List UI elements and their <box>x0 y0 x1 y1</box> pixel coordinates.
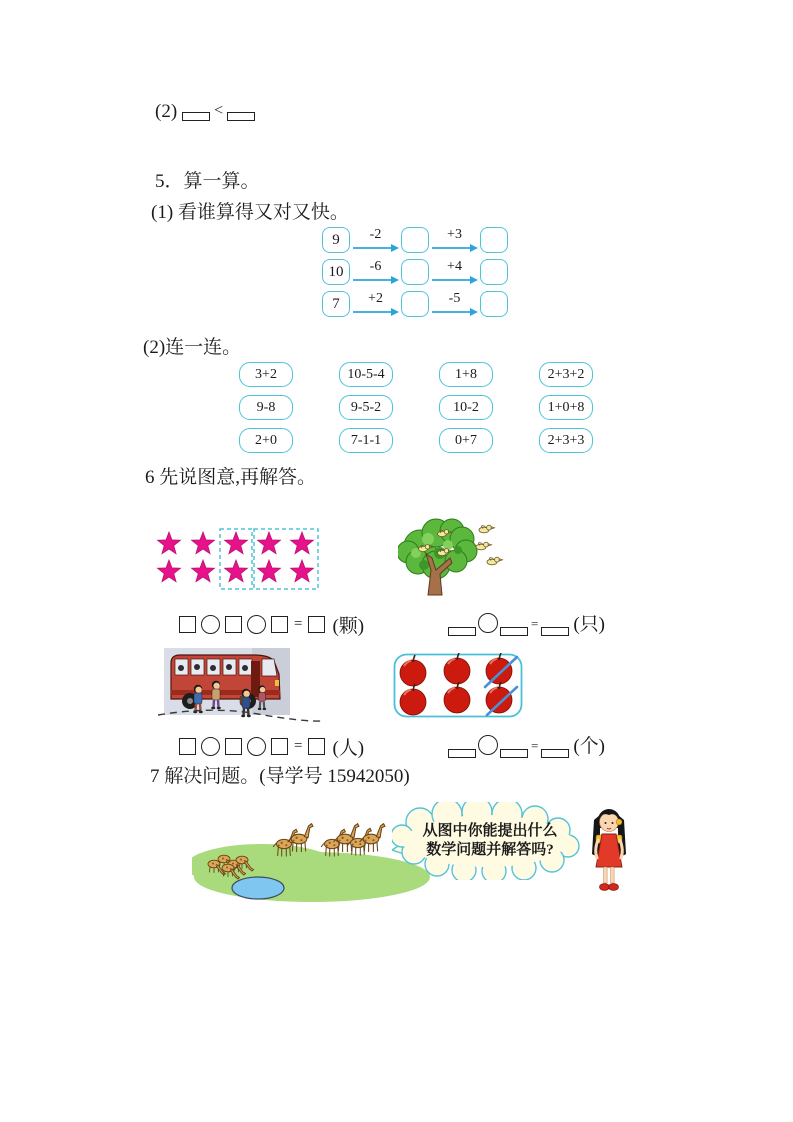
equals-sign: = <box>294 616 303 632</box>
number-box: 7 <box>322 291 350 317</box>
blank-line-slot <box>541 749 569 758</box>
expression-box: 7-1-1 <box>339 428 393 453</box>
star-icons <box>158 532 314 582</box>
less-than-sign: < <box>214 102 224 119</box>
match-grid <box>239 362 593 453</box>
operation-label: +2 <box>368 291 383 307</box>
apples-figure <box>393 653 523 718</box>
blank-line-slot <box>500 749 528 758</box>
equation-row-stars <box>179 611 364 638</box>
result-slot <box>308 738 325 755</box>
circle-slot <box>478 735 498 755</box>
square-slot <box>271 616 288 633</box>
giraffe-group-of-four <box>321 824 385 856</box>
expression-box: 9-8 <box>239 395 293 420</box>
bus-figure <box>158 647 323 731</box>
q5-title: 5．算一算。 <box>155 171 260 192</box>
equals-sign: = <box>531 738 539 753</box>
expression-box: 1+8 <box>439 362 493 387</box>
blank-line-slot <box>448 749 476 758</box>
circle-slot <box>247 615 266 634</box>
arrow-icon <box>431 275 479 285</box>
bubble-line-2: 数学问题并解答吗? <box>426 841 554 858</box>
arrow-icon <box>352 275 400 285</box>
operation-label: -2 <box>369 227 382 243</box>
operation-label: -6 <box>369 259 382 275</box>
unit-label: (只) <box>573 614 605 635</box>
circle-slot <box>201 737 220 756</box>
hair-flower <box>616 819 622 825</box>
blank-line-slot <box>448 627 476 636</box>
expression-box: 0+7 <box>439 428 493 453</box>
q5-part2-label: (2)连一连。 <box>143 337 242 358</box>
unit-label: (颗) <box>332 616 365 637</box>
arrow-icon <box>352 243 400 253</box>
arrow-icon <box>431 243 479 253</box>
result-slot <box>308 616 325 633</box>
chain-row <box>322 259 508 285</box>
blank-box <box>182 112 210 121</box>
equation-row-birds <box>448 609 605 636</box>
result-box <box>401 227 429 253</box>
q6-title: 6 先说图意,再解答。 <box>145 467 317 488</box>
girl-leg <box>604 867 608 883</box>
stars-figure <box>155 527 325 593</box>
girl-shoe <box>600 884 610 891</box>
unit-label: (个) <box>573 736 605 757</box>
blank-line-slot <box>500 627 528 636</box>
q7-title: 7 解决问题。(导学号 15942050) <box>150 766 410 787</box>
square-slot <box>179 738 196 755</box>
number-box: 9 <box>322 227 350 253</box>
result-box <box>480 291 508 317</box>
tree-with-birds-figure <box>398 518 510 598</box>
expression-box: 9-5-2 <box>339 395 393 420</box>
expression-box: 3+2 <box>239 362 293 387</box>
operation-label: +4 <box>447 259 462 275</box>
square-slot <box>179 616 196 633</box>
question-part-label: (2) <box>155 101 178 122</box>
pond <box>232 877 284 899</box>
chain-row <box>322 291 508 317</box>
bubble-line-1: 从图中你能提出什么 <box>422 823 558 839</box>
chain-row <box>322 227 508 253</box>
equation-row-bus <box>179 733 364 760</box>
circle-slot <box>247 737 266 756</box>
equals-sign: = <box>531 616 539 631</box>
result-box <box>480 227 508 253</box>
bubble-text <box>402 822 578 860</box>
expression-box: 10-5-4 <box>339 362 393 387</box>
expression-box: 1+0+8 <box>539 395 593 420</box>
circle-slot <box>201 615 220 634</box>
circle-slot <box>478 613 498 633</box>
blank-box <box>227 112 255 121</box>
expression-box: 2+3+3 <box>539 428 593 453</box>
unit-label: (人) <box>332 738 365 759</box>
number-box: 10 <box>322 259 350 285</box>
blank-line-slot <box>541 627 569 636</box>
expression-box: 10-2 <box>439 395 493 420</box>
result-box <box>401 259 429 285</box>
chain-diagram <box>322 227 508 323</box>
result-box <box>480 259 508 285</box>
square-slot <box>225 616 242 633</box>
arrow-icon <box>352 307 400 317</box>
q5-part1-label: (1) 看谁算得又对又快。 <box>151 202 349 223</box>
girl-leg <box>611 867 615 883</box>
question-4-blank-row <box>155 102 255 121</box>
operation-label: +3 <box>447 227 462 243</box>
square-slot <box>271 738 288 755</box>
arrow-icon <box>431 307 479 317</box>
expression-box: 2+3+2 <box>539 362 593 387</box>
girl-shoe <box>609 884 619 891</box>
expression-box: 2+0 <box>239 428 293 453</box>
square-slot <box>225 738 242 755</box>
equation-row-apples <box>448 731 605 758</box>
result-box <box>401 291 429 317</box>
operation-label: -5 <box>448 291 461 307</box>
equals-sign: = <box>294 738 303 754</box>
girl-figure <box>585 804 633 896</box>
